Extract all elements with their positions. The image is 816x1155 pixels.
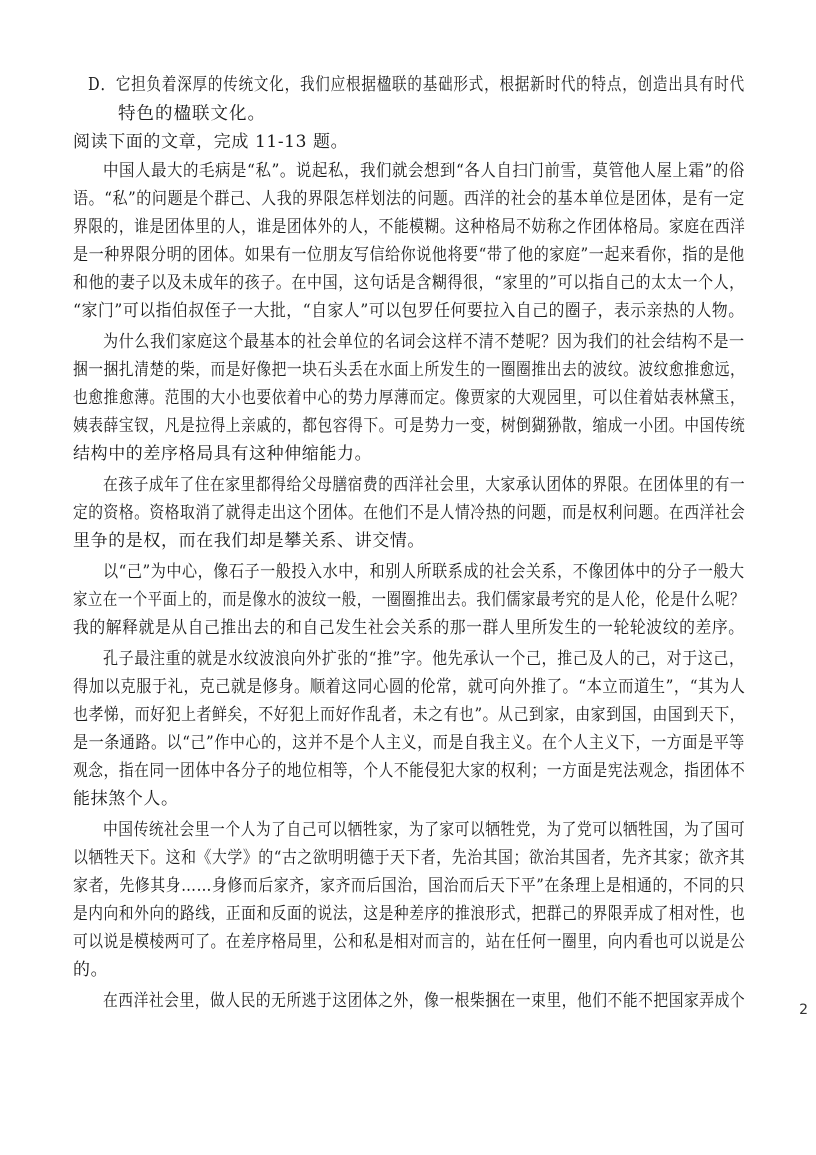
article-line: 家者，先修其身……身修而后家齐，家齐而后国治，国治而后天下平”在条理上是相通的，不同的只 [73,876,746,896]
article-line: 观念，指在同一团体中各分子的地位相等，个人不能侵犯大家的权利；一方面是宪法观念，指团体不 [73,761,746,781]
article-line: 中国人最大的毛病是“私”。说起私，我们就会想到“各人自扫门前雪，莫管他人屋上霜”的俗 [103,161,745,181]
option-d-line-1: D．它担负着深厚的传统文化，我们应根据楹联的基础形式，根据新时代的特点，创造出具有时代 [88,75,745,95]
article-line: 孔子最注重的就是水纹波浪向外扩张的“推”字。他先承认一个己，推己及人的己，对于这己， [103,649,745,669]
article-line: “家门”可以指伯叔侄子一大批，“自家人”可以包罗任何要拉入自己的圈子，表示亲热的人物。 [73,301,745,321]
article-line: 也孝悌，而好犯上者鲜矣，不好犯上而好作乱者，未之有也”。从己到家，由家到国，由国到天下， [73,705,746,725]
article-line: 是一条通路。以“己”作中心的，这并不是个人主义，而是自我主义。在个人主义下，一方面是平等 [73,733,745,753]
article-line: 能抹煞个人。 [73,789,179,809]
article-line: 和他的妻子以及未成年的孩子。在中国，这句话是含糊得很，“家里的”可以指自己的太太一个人， [73,273,745,293]
article-line: 以牺牲天下。这和《大学》的“古之欲明明德于天下者，先治其国；欲治其国者，先齐其家；欲齐其 [73,848,746,868]
article-line: 里争的是权，而在我们却是攀关系、讲交情。 [73,531,425,551]
article-line: 中国传统社会里一个人为了自己可以牺牲家，为了家可以牺牲党，为了党可以牺牲国，为了国可 [103,820,746,840]
article-line: 也愈推愈薄。范围的大小也要依着中心的势力厚薄而定。像贾家的大观园里，可以住着姑表林黛玉， [73,388,746,408]
article-line: 为什么我们家庭这个最基本的社会单位的名词会这样不清不楚呢？因为我们的社会结构不是一 [103,332,745,352]
article-line: 界限的，谁是团体里的人，谁是团体外的人，不能模糊。这种格局不妨称之作团体格局。家庭在西洋 [73,217,746,237]
article-line: 语。“私”的问题是个群己、人我的界限怎样划法的问题。西洋的社会的基本单位是团体，是有一定 [73,189,745,209]
article-line: 得加以克服于礼，克己就是修身。顺着这同心圆的伦常，就可向外推了。“本立而道生”，“其为人 [73,677,746,697]
reading-instruction: 阅读下面的文章，完成 11-13 题。 [73,132,349,152]
article-line: 捆一捆扎清楚的柴，而是好像把一块石头丢在水面上所发生的一圈圈推出去的波纹。波纹愈推愈远， [73,360,746,380]
article-line: 姨表薛宝钗，凡是拉得上亲戚的，都包容得下。可是势力一变，树倒猢狲散，缩成一小团。中国传统 [73,416,746,436]
article-line: 是内向和外向的路线，正面和反面的说法，这是种差序的推浪形式，把群己的界限弄成了相对性，也 [73,904,746,924]
article-line: 在孩子成年了住在家里都得给父母膳宿费的西洋社会里，大家承认团体的界限。在团体里的有一 [103,475,746,495]
article-line: 的。 [73,960,109,980]
article-line: 在西洋社会里，做人民的无所逃于这团体之外，像一根柴捆在一束里，他们不能不把国家弄成个 [103,991,746,1011]
option-d-line-2: 特色的楹联文化。 [118,104,266,124]
article-line: 家立在一个平面上的，而是像水的波纹一般，一圈圈推出去。我们儒家最考究的是人伦，伦是什么呢？ [73,590,746,610]
article-line: 定的资格。资格取消了就得走出这个团体。在他们不是人情冷热的问题，而是权利问题。在西洋社会 [73,503,746,523]
article-line: 可以说是模棱两可了。在差序格局里，公和私是相对而言的，站在任何一圈里，向内看也可以说是公 [73,932,746,952]
article-line: 结构中的差序格局具有这种伸缩能力。 [73,444,373,464]
article-line: 是一种界限分明的团体。如果有一位朋友写信给你说他将要“带了他的家庭”一起来看你，指的是他 [73,245,745,265]
article-line: 我的解释就是从自己推出去的和自己发生社会关系的那一群人里所发生的一轮轮波纹的差序。 [73,618,745,638]
article-line: 以“己”为中心，像石子一般投入水中，和别人所联系成的社会关系，不像团体中的分子一般大 [103,562,745,582]
page-number: 2 [799,1002,808,1018]
